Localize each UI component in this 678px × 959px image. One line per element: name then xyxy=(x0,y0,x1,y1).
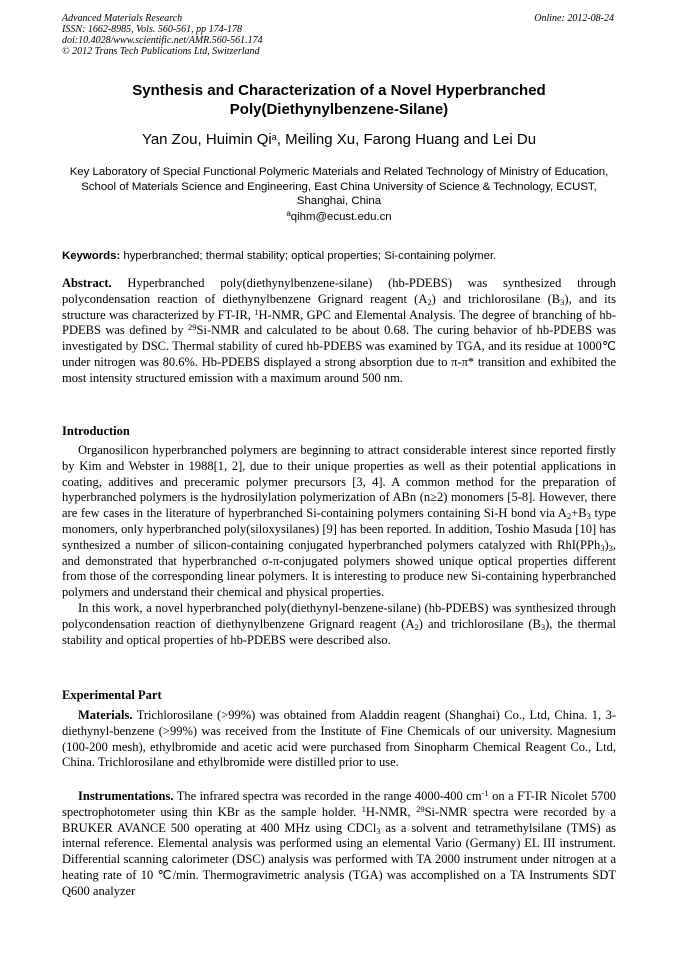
subscript: 3 xyxy=(540,621,546,632)
instrumentations-label: Instrumentations. xyxy=(78,789,174,803)
abstract-text: ), and its structure was characterized by FT-IR, xyxy=(62,291,616,322)
superscript: 29 xyxy=(416,803,425,814)
author-part-2: , Meiling Xu, Farong Huang and Lei Du xyxy=(276,131,537,148)
affiliation: Key Laboratory of Special Functional Polymeric Materials and Related Technology of Ministry of Education, School of Materials Science and Engineering, East China University of Science & Technology, ECUST, Shanghai, China xyxy=(69,166,609,208)
superscript: 29 xyxy=(188,322,197,333)
title-line-2: Poly(Diethynylbenzene-Silane) xyxy=(229,101,449,118)
abstract-text: ) and trichlorosilane (B xyxy=(431,291,561,306)
intro-text: +B xyxy=(571,506,587,521)
authors xyxy=(62,131,616,149)
issn: ISSN: 1662-8985, Vols. 560-561, pp 174-178 xyxy=(62,24,242,35)
intro-heading: Introduction xyxy=(62,424,130,438)
subscript: 3 xyxy=(608,542,613,553)
journal-name: Advanced Materials Research xyxy=(62,13,183,24)
email-address: qihm@ecust.edu.cn xyxy=(290,211,392,223)
materials-paragraph xyxy=(62,708,616,771)
instr-text: H-NMR, xyxy=(365,804,417,819)
intro-text: , and demonstrated that hyperbranched σ-π-conjugated polymers showed unique optical properties different from those of the corresponding linear polymers. It is interesting to produce new Si-containing hyperbranched polymers and understand their chemical and physical properties. xyxy=(62,537,616,600)
email xyxy=(62,210,616,224)
instr-text: Si-NMR spectra were recorded by a BRUKER AVANCE 500 operating at 400 MHz using CDCl xyxy=(62,804,617,835)
abstract-text: H-NMR, GPC and Elemental Analysis. The degree of branching of hb-PDEBS was defined by xyxy=(62,307,617,338)
experimental-heading: Experimental Part xyxy=(62,688,162,702)
instr-text: on a FT-IR Nicolet 5700 spectrophotometer using thin KBr as the sample holder. xyxy=(62,789,616,819)
instrumentations-paragraph xyxy=(62,789,616,900)
superscript: 1 xyxy=(254,306,259,317)
author-part-1: Yan Zou, Huimin Qi xyxy=(141,131,272,148)
materials-text: Trichlorosilane (>99%) was obtained from Aladdin reagent (Shanghai) Co., Ltd, China. 1, 3-diethynyl-benzene (>99%) was received from the Institute of Fine Chemicals of our university. Magnesium (100-200 mesh), ethylbromide and acetic acid were purchased from Sinopharm Chemical Reagent Co., Ltd, China. Trichlorosilane and ethylbromide were distilled prior to use. xyxy=(62,708,616,770)
title-line-1: Synthesis and Characterization of a Novel Hyperbranched xyxy=(132,82,546,99)
keywords xyxy=(62,249,616,263)
intro-text: ) xyxy=(604,537,609,552)
abstract xyxy=(62,276,616,387)
subscript: 2 xyxy=(414,621,419,632)
keywords-text: hyperbranched; thermal stability; optical properties; Si-containing polymer. xyxy=(120,250,497,262)
superscript: -1 xyxy=(481,788,489,798)
author-superscript: a xyxy=(271,132,277,142)
intro-text: In this work, a novel hyperbranched poly(diethynyl-benzene-silane) (hb-PDEBS) was synthesized through polycondensation reaction of diethynylbenzene Grignard reagent (A xyxy=(62,600,616,631)
subscript: 2 xyxy=(566,511,572,522)
subscript: 3 xyxy=(376,825,381,836)
instr-text: as a solvent and tetramethylsilane (TMS) as internal reference. Elemental analysis was performed using an elemental Vario (Germany) EL III instrument. Differential scanning calorimeter (DSC) analysis was performed with TA 2000 instrument under nitrogen at a heating rate of 10 ℃/min. Thermogravimetric analysis (TGA) was accomplished on a TA Instruments SDT Q600 analyzer xyxy=(62,820,616,898)
journal-header xyxy=(62,13,263,57)
abstract-text: Si-NMR and calculated to be about 0.68. The curing behavior of hb-PDEBS was investigated by DSC. Thermal stability of cured hb-PDEBS was examined by TGA, and its residue at 1000℃ under nitrogen was 80.6%. Hb-PDEBS displayed a strong absorption due to π-π* transition and exhibited the most intensity structured emission with a maximum around 500 nm. xyxy=(62,323,616,385)
superscript: 1 xyxy=(361,803,366,814)
subscript: 3 xyxy=(600,542,605,553)
keywords-label: Keywords: xyxy=(62,250,121,262)
email-superscript: a xyxy=(286,209,291,218)
instr-text: The infrared spectra was recorded in the range 4000-400 cm xyxy=(173,789,482,803)
intro-text: ), the thermal stability and optical properties of hb-PDEBS were described also. xyxy=(62,616,616,647)
abstract-text: Hyperbranched poly(diethynylbenzene-silane) (hb-PDEBS) was synthesized through polycondensation reaction of diethynylbenzene Grignard reagent (A xyxy=(62,276,616,306)
doi: doi:10.4028/www.scientific.net/AMR.560-561.174 xyxy=(62,35,263,46)
subscript: 3 xyxy=(560,296,565,307)
intro-text: ) and trichlorosilane (B xyxy=(418,616,541,631)
abstract-label: Abstract. xyxy=(62,276,112,290)
subscript: 2 xyxy=(427,296,432,307)
intro-paragraph-2 xyxy=(62,601,616,648)
introduction xyxy=(62,443,616,648)
materials-label: Materials. xyxy=(78,708,133,722)
subscript: 3 xyxy=(586,511,591,522)
paper-title xyxy=(62,81,616,119)
intro-paragraph-1 xyxy=(62,443,616,601)
intro-text: Organosilicon hyperbranched polymers are beginning to attract considerable interest since reported firstly by Kim and Webster in 1988[1, 2], due to their unique properties as well as their potential applications in coating, additives and preceramic polymer precursors [3, 4]. A common method for the preparation of hyperbranched polymers is the hydrosilylation polymerization of ABn (n≥2) monomers [5-8]. However, there are few cases in the literature of hyperbranched Si-containing polymers containing Si-H bond via A xyxy=(62,443,616,521)
intro-text: type monomers, only hyperbranched poly(siloxysilanes) [9] has been reported. In addition, Toshio Masuda [10] has synthesized a number of silicon-containing conjugated hyperbranched polymers catalyzed with RhI(PPh xyxy=(62,506,616,552)
online-date: Online: 2012-08-24 xyxy=(534,13,614,24)
copyright: © 2012 Trans Tech Publications Ltd, Switzerland xyxy=(62,46,260,57)
